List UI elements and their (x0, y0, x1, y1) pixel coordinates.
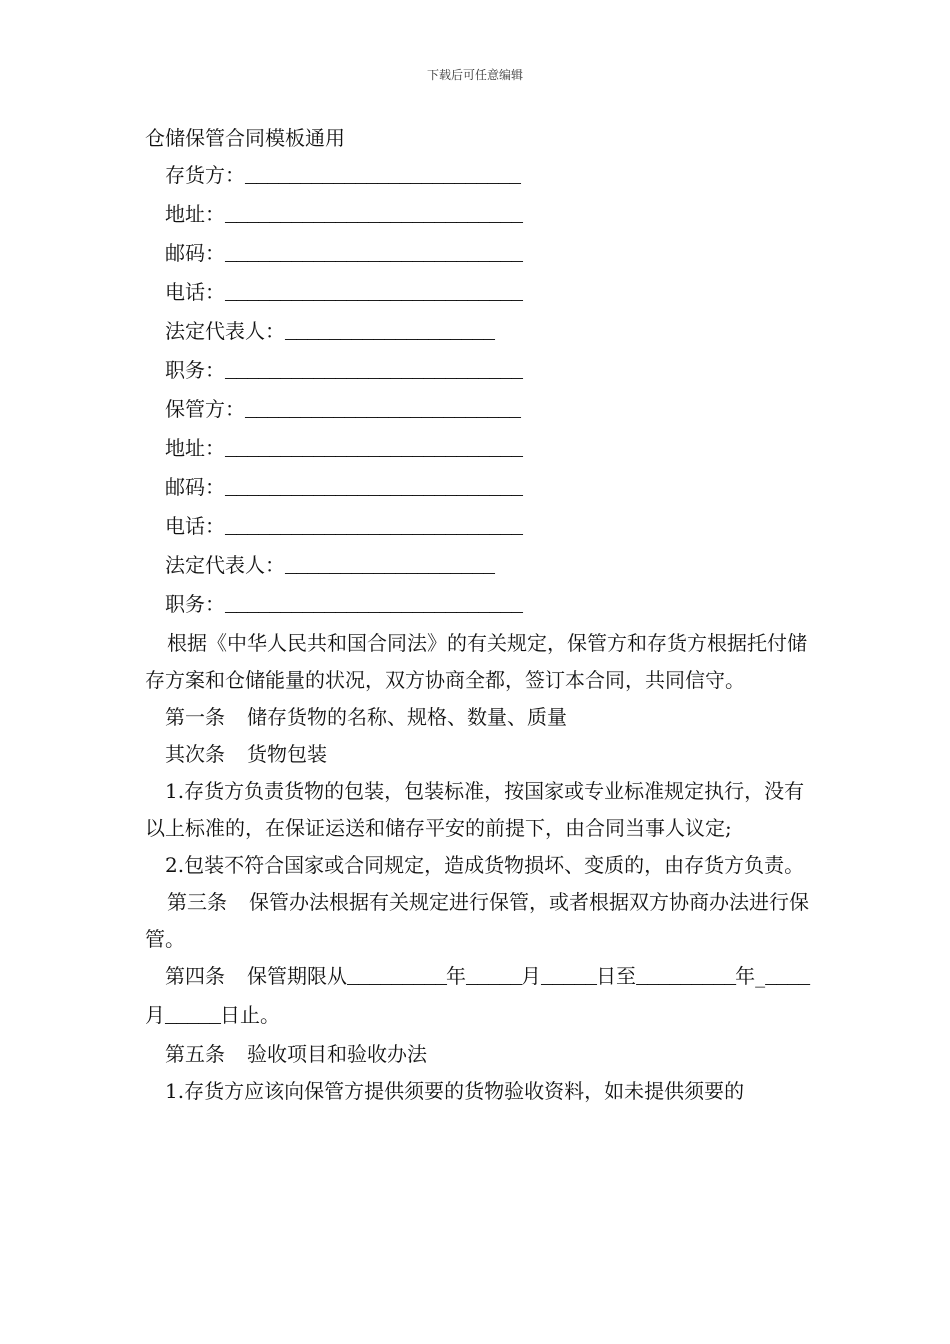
party-fields (145, 157, 810, 625)
fill-in-blank[interactable]: _________________________ (245, 400, 521, 423)
fill-in-blank[interactable]: ___________________________ (225, 244, 523, 267)
party-field-row (145, 352, 810, 391)
article-1 (145, 699, 810, 736)
field-label: 地址： (165, 202, 225, 226)
article-5-number: 第五条 (165, 1042, 225, 1066)
field-label: 地址： (165, 436, 225, 460)
fill-in-blank[interactable]: ___________________________ (225, 361, 523, 384)
end-label: 日止。 (220, 1003, 281, 1027)
fill-in-blank[interactable]: _________________________ (245, 166, 521, 189)
party-field-row (145, 469, 810, 508)
page-header-note: 下载后可任意编辑 (426, 68, 523, 82)
party-field-row (145, 235, 810, 274)
article-3 (145, 884, 810, 958)
article-3-number: 第三条 (167, 890, 227, 914)
fill-in-blank[interactable]: ___________________________ (225, 205, 523, 228)
year-label: 年 (446, 964, 467, 988)
month-label: 月 (521, 964, 542, 988)
article-5-title: 验收项目和验收办法 (247, 1042, 427, 1066)
field-label: 存货方： (165, 163, 245, 187)
start-year-blank[interactable]: _________ (347, 967, 447, 990)
field-label: 邮码： (165, 241, 225, 265)
article-2-number: 其次条 (165, 742, 225, 766)
article-4 (145, 958, 810, 1036)
party-field-row (145, 586, 810, 625)
field-label: 电话： (165, 280, 225, 304)
fill-in-blank[interactable]: ___________________________ (225, 439, 523, 462)
month-label-end: 月 (145, 1003, 165, 1027)
end-day-blank[interactable]: _____ (165, 1006, 221, 1029)
article-3-text: 保管办法根据有关规定进行保管，或者根据双方协商办法进行保管。 (145, 890, 809, 951)
fill-in-blank[interactable]: ___________________________ (225, 517, 523, 540)
end-year-blank[interactable]: _________ (636, 967, 736, 990)
field-label: 法定代表人： (165, 319, 285, 343)
party-field-row (145, 547, 810, 586)
day-to-label: 日至 (596, 964, 637, 988)
article-2-item-2: 2.包装不符合国家或合同规定，造成货物损坏、变质的，由存货方负责。 (165, 853, 805, 877)
fill-in-blank[interactable]: ___________________________ (225, 283, 523, 306)
fill-in-blank[interactable]: ___________________________ (225, 478, 523, 501)
field-label: 职务： (165, 592, 225, 616)
field-label: 邮码： (165, 475, 225, 499)
party-field-row (145, 430, 810, 469)
article-2-item-1: 1.存货方负责货物的包装，包装标准，按国家或专业标准规定执行，没有以上标准的，在保证运送和储存平安的前提下，由合同当事人议定; (145, 779, 805, 840)
field-label: 职务： (165, 358, 225, 382)
end-month-blank[interactable]: ____ (765, 967, 810, 990)
article-5 (145, 1036, 810, 1073)
party-field-row (145, 157, 810, 196)
start-day-blank[interactable]: _____ (541, 967, 597, 990)
fill-in-blank[interactable]: ___________________ (285, 556, 495, 579)
field-label: 电话： (165, 514, 225, 538)
article-2-title: 货物包装 (247, 742, 327, 766)
article-4-text-start: 保管期限从 (247, 964, 347, 988)
field-label: 保管方： (165, 397, 245, 421)
article-4-number: 第四条 (165, 964, 225, 988)
fill-in-blank[interactable]: ___________________ (285, 322, 495, 345)
article-2 (145, 736, 810, 773)
fill-in-blank[interactable]: ___________________________ (225, 595, 523, 618)
intro-paragraph: 根据《中华人民共和国合同法》的有关规定，保管方和存货方根据托付储存方案和仓储能量的状况，双方协商全都，签订本合同，共同信守。 (145, 631, 807, 692)
party-field-row (145, 274, 810, 313)
party-field-row (145, 313, 810, 352)
article-1-title: 储存货物的名称、规格、数量、质量 (247, 705, 567, 729)
field-label: 法定代表人： (165, 553, 285, 577)
party-field-row (145, 391, 810, 430)
party-field-row (145, 196, 810, 235)
party-field-row (145, 508, 810, 547)
article-1-number: 第一条 (165, 705, 225, 729)
document-title: 仓储保管合同模板通用 (145, 126, 345, 150)
year-label-end: 年_ (735, 964, 766, 988)
article-5-item-1: 1.存货方应该向保管方提供须要的货物验收资料，如未提供须要的 (165, 1079, 745, 1103)
start-month-blank[interactable]: _____ (466, 967, 522, 990)
contract-body (145, 120, 810, 1110)
